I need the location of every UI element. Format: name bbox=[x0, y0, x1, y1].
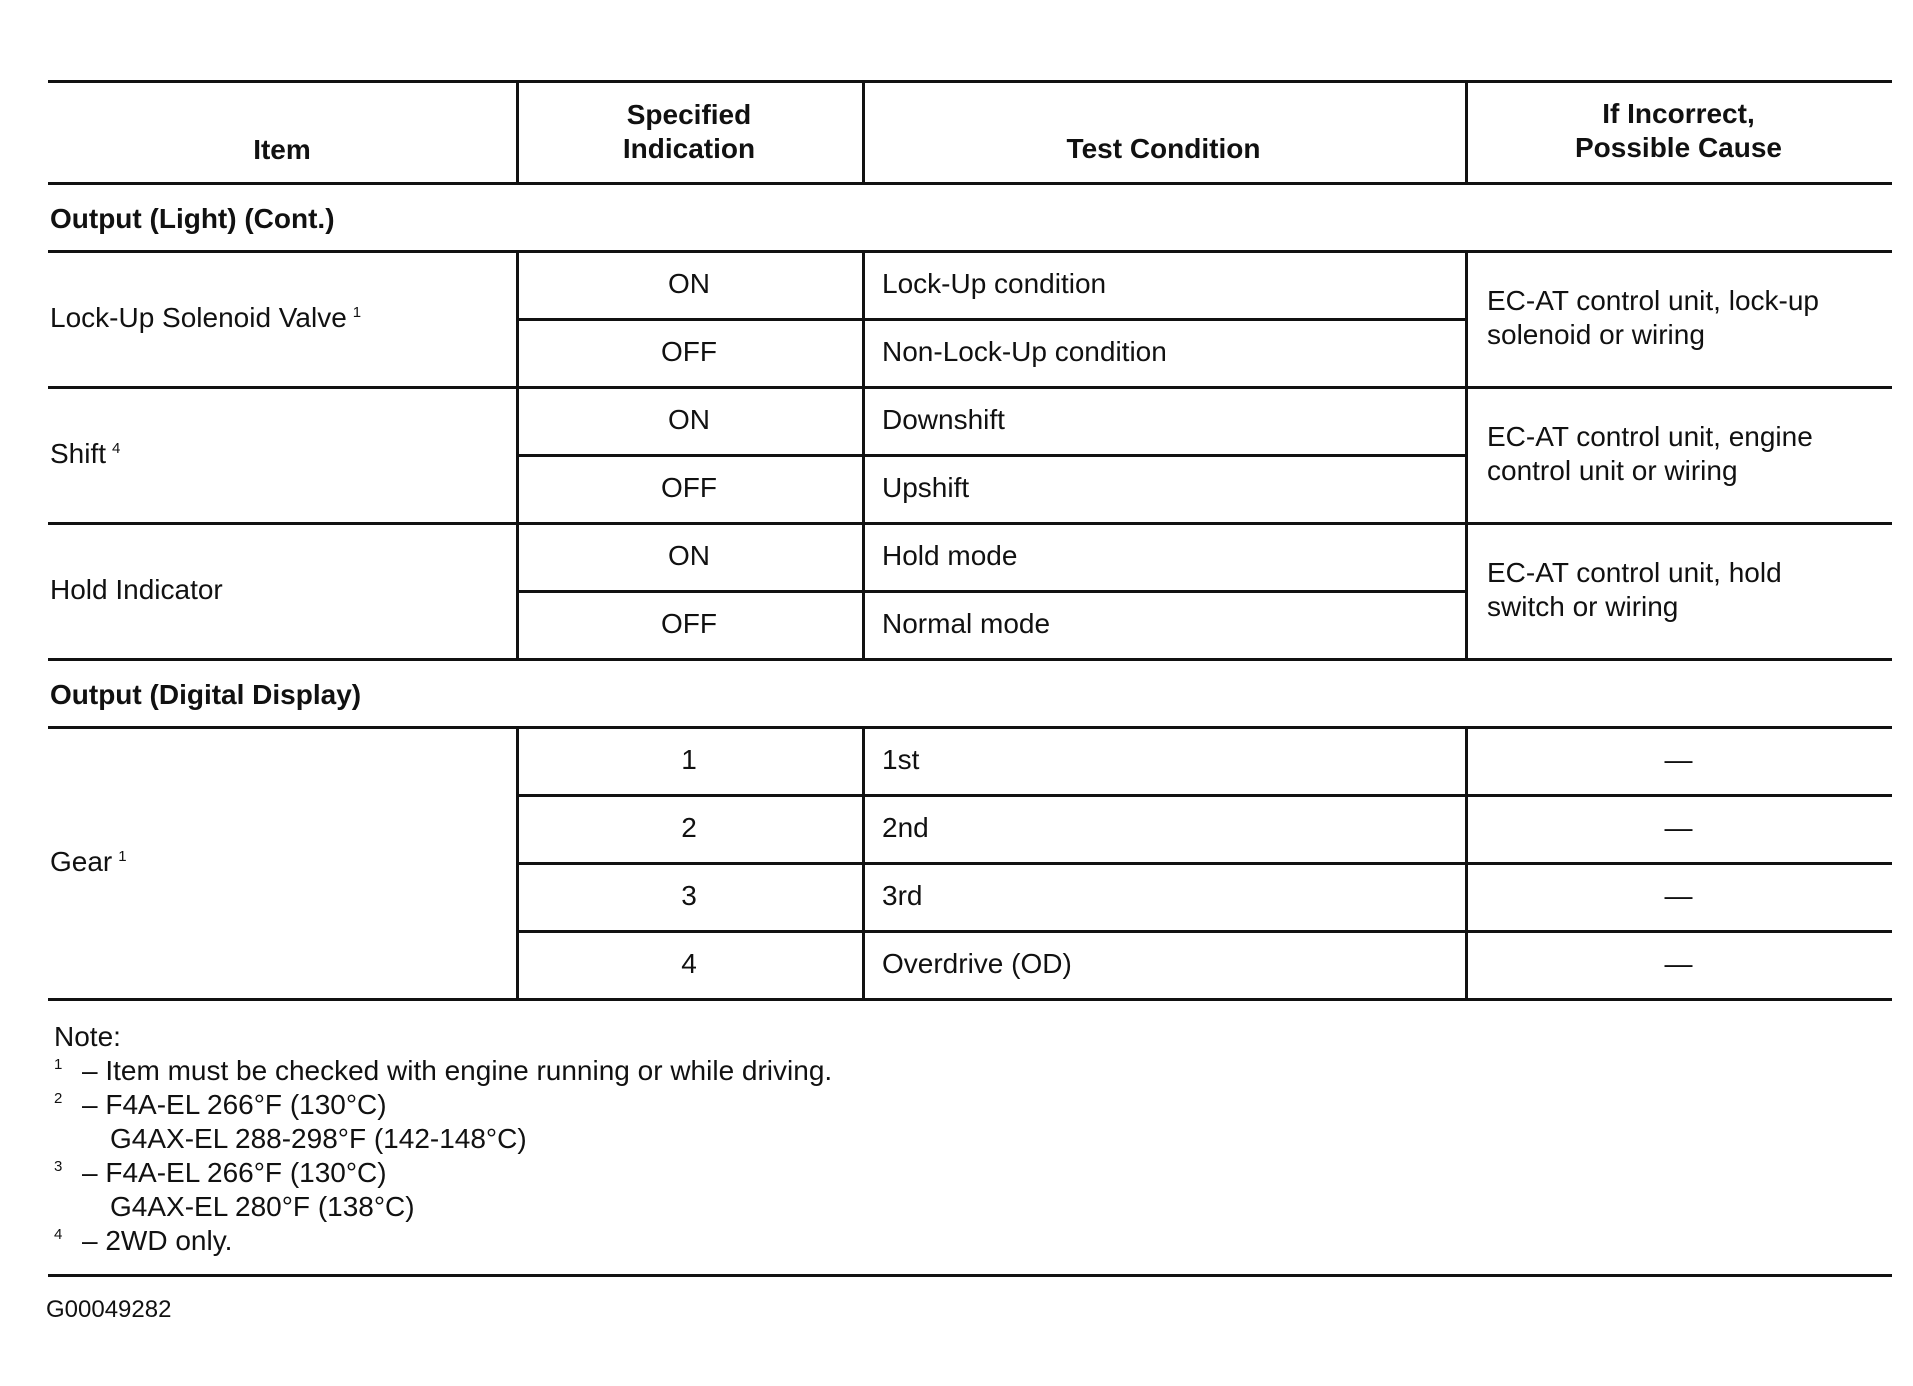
footnote-marker: 4 bbox=[54, 1226, 63, 1243]
figure-id: G00049282 bbox=[46, 1296, 172, 1323]
test-condition: Lock-Up condition bbox=[882, 268, 1107, 299]
possible-cause: — bbox=[1664, 812, 1693, 843]
footnote-marker: 1 bbox=[352, 303, 362, 321]
header-cause-line1: If Incorrect, bbox=[1602, 98, 1755, 129]
column-divider bbox=[1465, 250, 1468, 386]
footnote-text: – F4A-EL 266°F (130°C) bbox=[82, 1089, 387, 1120]
section-rule bbox=[48, 250, 1892, 253]
section-rule bbox=[48, 726, 1892, 729]
specified-indication: 2 bbox=[681, 812, 697, 843]
footnote-marker: 1 bbox=[118, 847, 127, 865]
table-top-rule bbox=[48, 80, 1892, 83]
footnote-text: – Item must be checked with engine running or while driving. bbox=[82, 1055, 833, 1086]
specified-indication: OFF bbox=[661, 472, 717, 503]
footnote-marker: 3 bbox=[54, 1158, 63, 1175]
column-divider bbox=[862, 80, 865, 182]
specified-indication: 1 bbox=[681, 744, 697, 775]
test-condition: Downshift bbox=[882, 404, 1005, 435]
possible-cause: switch or wiring bbox=[1487, 591, 1679, 622]
item-label: Hold Indicator bbox=[50, 574, 223, 605]
header-item: Item bbox=[253, 134, 311, 165]
header-specified-line2: Indication bbox=[622, 133, 756, 164]
notes-bottom-rule bbox=[48, 1274, 1892, 1277]
section-title: Output (Light) (Cont.) bbox=[50, 203, 335, 234]
possible-cause: EC-AT control unit, engine bbox=[1487, 421, 1813, 452]
possible-cause: control unit or wiring bbox=[1487, 455, 1738, 486]
footnote-line bbox=[54, 1190, 415, 1224]
footnote-text: – 2WD only. bbox=[82, 1225, 233, 1256]
test-condition: Hold mode bbox=[882, 540, 1018, 571]
test-condition: 1st bbox=[882, 744, 920, 775]
specified-indication: OFF bbox=[661, 336, 717, 367]
possible-cause: — bbox=[1664, 744, 1693, 775]
footnote-text: G4AX-EL 288-298°F (142-148°C) bbox=[110, 1123, 527, 1154]
test-condition: Upshift bbox=[882, 472, 970, 503]
test-condition: 2nd bbox=[882, 812, 929, 843]
specified-indication: OFF bbox=[661, 608, 717, 639]
footnote-marker: 1 bbox=[54, 1056, 63, 1073]
footnote-marker: 2 bbox=[54, 1090, 63, 1107]
test-condition: 3rd bbox=[882, 880, 923, 911]
specified-indication: 3 bbox=[681, 880, 697, 911]
column-divider bbox=[1465, 386, 1468, 522]
column-divider bbox=[1465, 522, 1468, 658]
header-cause-line2: Possible Cause bbox=[1575, 132, 1782, 163]
footnote-line bbox=[54, 1122, 527, 1156]
row-rule bbox=[516, 318, 1465, 321]
footnote-line bbox=[54, 1088, 387, 1122]
footnote-marker: 4 bbox=[112, 439, 121, 457]
row-rule bbox=[516, 454, 1465, 457]
possible-cause: EC-AT control unit, lock-up bbox=[1487, 285, 1819, 316]
specified-indication: ON bbox=[668, 268, 710, 299]
row-rule bbox=[516, 930, 1892, 933]
notes-title: Note: bbox=[54, 1021, 121, 1052]
item-label: Shift $^4$ bbox=[50, 438, 121, 469]
row-rule bbox=[516, 862, 1892, 865]
specified-indication: ON bbox=[668, 540, 710, 571]
group-rule bbox=[48, 386, 1892, 389]
header-bottom-rule bbox=[48, 182, 1892, 185]
group-rule bbox=[48, 998, 1892, 1001]
footnote-line bbox=[54, 1224, 232, 1258]
possible-cause: EC-AT control unit, hold bbox=[1487, 557, 1782, 588]
group-rule bbox=[48, 658, 1892, 661]
possible-cause: — bbox=[1664, 880, 1693, 911]
item-label: Lock-Up Solenoid Valve $^1$ bbox=[50, 302, 362, 333]
row-rule bbox=[516, 794, 1892, 797]
test-condition: Overdrive (OD) bbox=[882, 948, 1072, 979]
footnote-line bbox=[54, 1054, 832, 1088]
possible-cause: solenoid or wiring bbox=[1487, 319, 1705, 350]
footnote-text: G4AX-EL 280°F (138°C) bbox=[110, 1191, 415, 1222]
header-test-condition: Test Condition bbox=[1066, 133, 1261, 164]
specified-indication: ON bbox=[668, 404, 710, 435]
specified-indication: 4 bbox=[681, 948, 697, 979]
footnote-line bbox=[54, 1156, 387, 1190]
group-rule bbox=[48, 522, 1892, 525]
footnote-text: – F4A-EL 266°F (130°C) bbox=[82, 1157, 387, 1188]
test-condition: Normal mode bbox=[882, 608, 1051, 639]
possible-cause: — bbox=[1664, 948, 1693, 979]
header-specified-line1: Specified bbox=[626, 99, 752, 130]
item-label: Gear $^1$ bbox=[50, 846, 127, 877]
test-condition: Non-Lock-Up condition bbox=[882, 336, 1167, 367]
section-title: Output (Digital Display) bbox=[50, 679, 362, 710]
row-rule bbox=[516, 590, 1465, 593]
